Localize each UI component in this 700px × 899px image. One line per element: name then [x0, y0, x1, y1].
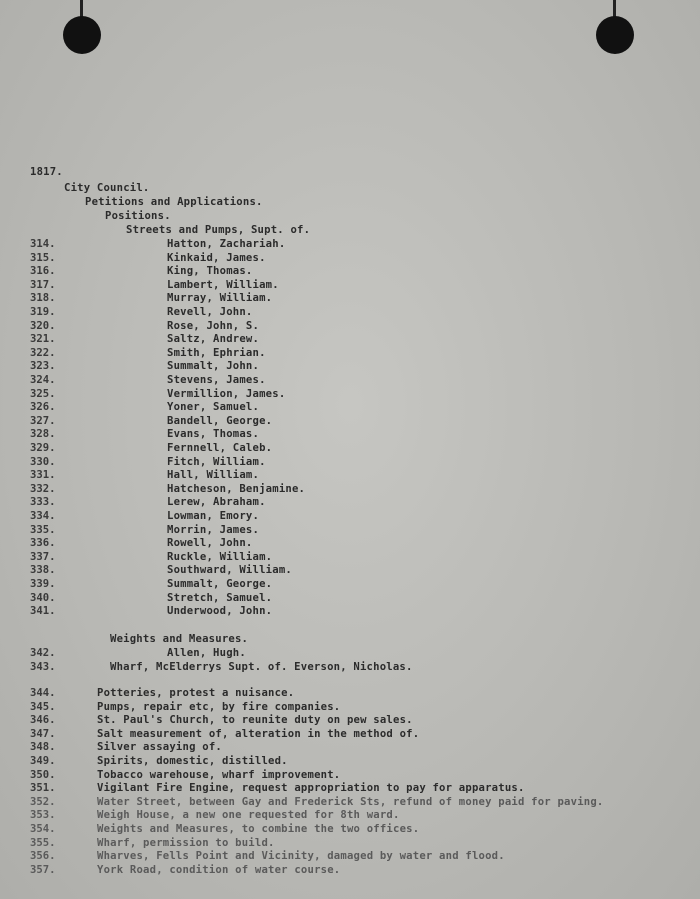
entry-text: Stevens, James. [167, 374, 266, 386]
entry-number: 314. [30, 238, 56, 250]
entry-number: 354. [30, 823, 56, 835]
entry-number: 351. [30, 782, 56, 795]
entry-text: Rowell, John. [167, 537, 253, 550]
entry-number: 350. [30, 768, 56, 781]
entry-text: Potteries, protest a nuisance. [97, 687, 295, 699]
entry-number: 344. [30, 687, 56, 699]
entry-number: 355. [30, 836, 56, 849]
entry-number: 356. [30, 850, 56, 863]
entry-number: 327. [30, 414, 56, 427]
entry-text: Allen, Hugh. [167, 647, 246, 659]
entry-text: Morrin, James. [167, 523, 260, 536]
year-heading: 1817. [30, 166, 63, 178]
entry-text: Fitch, William. [167, 455, 266, 468]
entry-number: 349. [30, 755, 56, 767]
entry-text: Wharf, permission to build. [97, 836, 275, 849]
entry-number: 343. [30, 661, 56, 673]
entry-number: 352. [30, 795, 56, 808]
entry-text: Evans, Thomas. [167, 428, 260, 441]
punch-hole-right [596, 16, 634, 54]
entry-number: 316. [30, 265, 56, 278]
entry-text: Rose, John, S. [167, 319, 260, 332]
entry-number: 321. [30, 333, 56, 346]
entry-text: Kinkaid, James. [167, 251, 266, 264]
entry-text: Summalt, John. [167, 360, 260, 373]
entry-text: Wharves, Fells Point and Vicinity, damaged by water and flood. [97, 850, 505, 863]
entry-number: 336. [30, 537, 56, 550]
entry-text: Wharf, McElderrys Supt. of. Everson, Nicholas. [110, 661, 413, 673]
entry-text: Underwood, John. [167, 605, 273, 618]
section-streets-pumps: Streets and Pumps, Supt. of. [126, 224, 311, 236]
entry-text: Lerew, Abraham. [167, 496, 266, 509]
entry-text: Lowman, Emory. [167, 510, 260, 522]
entry-number: 353. [30, 809, 56, 822]
entry-number: 320. [30, 319, 56, 332]
entry-number: 333. [30, 496, 56, 509]
entry-text: Weights and Measures, to combine the two offices. [97, 823, 420, 835]
entry-number: 347. [30, 727, 56, 740]
entry-text: Vermillion, James. [167, 387, 286, 400]
entry-number: 341. [30, 605, 56, 618]
entry-text: Hall, William. [167, 469, 260, 482]
section-weights-measures: Weights and Measures. [110, 633, 249, 645]
entry-number: 332. [30, 482, 56, 495]
entry-number: 345. [30, 700, 56, 713]
section-petitions: Petitions and Applications. [85, 196, 263, 208]
entry-number: 330. [30, 455, 56, 468]
entry-number: 335. [30, 523, 56, 536]
entry-number: 346. [30, 714, 56, 727]
entry-number: 319. [30, 306, 56, 318]
entry-number: 322. [30, 346, 56, 359]
entry-text: King, Thomas. [167, 265, 253, 278]
entry-number: 342. [30, 647, 56, 659]
entry-number: 324. [30, 374, 56, 386]
section-positions: Positions. [105, 210, 171, 222]
punch-hole-left [63, 16, 101, 54]
entry-text: Bandell, George. [167, 414, 273, 427]
entry-number: 318. [30, 292, 56, 305]
entry-number: 328. [30, 428, 56, 441]
entry-number: 338. [30, 564, 56, 577]
entry-text: Pumps, repair etc, by fire companies. [97, 700, 341, 713]
entry-text: Salt measurement of, alteration in the method of. [97, 727, 420, 740]
entry-text: Tobacco warehouse, wharf improvement. [97, 768, 341, 781]
entry-number: 348. [30, 741, 56, 754]
entry-number: 315. [30, 251, 56, 264]
entry-number: 326. [30, 401, 56, 414]
entry-text: Ruckle, William. [167, 550, 273, 563]
entry-number: 325. [30, 387, 56, 400]
entry-text: York Road, condition of water course. [97, 863, 341, 876]
entry-text: Yoner, Samuel. [167, 401, 260, 414]
entry-number: 331. [30, 469, 56, 482]
entry-text: Southward, William. [167, 564, 292, 577]
entry-text: Hatcheson, Benjamine. [167, 482, 306, 495]
entry-number: 337. [30, 550, 56, 563]
entry-text: Smith, Ephrian. [167, 346, 266, 359]
entry-number: 339. [30, 578, 56, 590]
section-city-council: City Council. [64, 182, 150, 194]
entry-text: Stretch, Samuel. [167, 591, 273, 604]
entry-number: 329. [30, 442, 56, 454]
entry-text: Silver assaying of. [97, 741, 222, 754]
entry-text: Revell, John. [167, 306, 253, 318]
entry-text: Lambert, William. [167, 278, 279, 291]
entry-text: Fernnell, Caleb. [167, 442, 273, 454]
entry-text: Vigilant Fire Engine, request appropriation to pay for apparatus. [97, 782, 525, 795]
entry-text: Murray, William. [167, 292, 273, 305]
entry-number: 340. [30, 591, 56, 604]
entry-text: Saltz, Andrew. [167, 333, 260, 346]
entry-number: 323. [30, 360, 56, 373]
entry-text: Spirits, domestic, distilled. [97, 755, 288, 767]
entry-text: Water Street, between Gay and Frederick Sts, refund of money paid for paving. [97, 795, 604, 808]
entry-number: 317. [30, 278, 56, 291]
entry-text: St. Paul's Church, to reunite duty on pew sales. [97, 714, 413, 727]
entry-number: 357. [30, 863, 56, 876]
entry-text: Hatton, Zachariah. [167, 238, 286, 250]
entry-number: 334. [30, 510, 56, 522]
entry-text: Weigh House, a new one requested for 8th ward. [97, 809, 400, 822]
entry-text: Summalt, George. [167, 578, 273, 590]
